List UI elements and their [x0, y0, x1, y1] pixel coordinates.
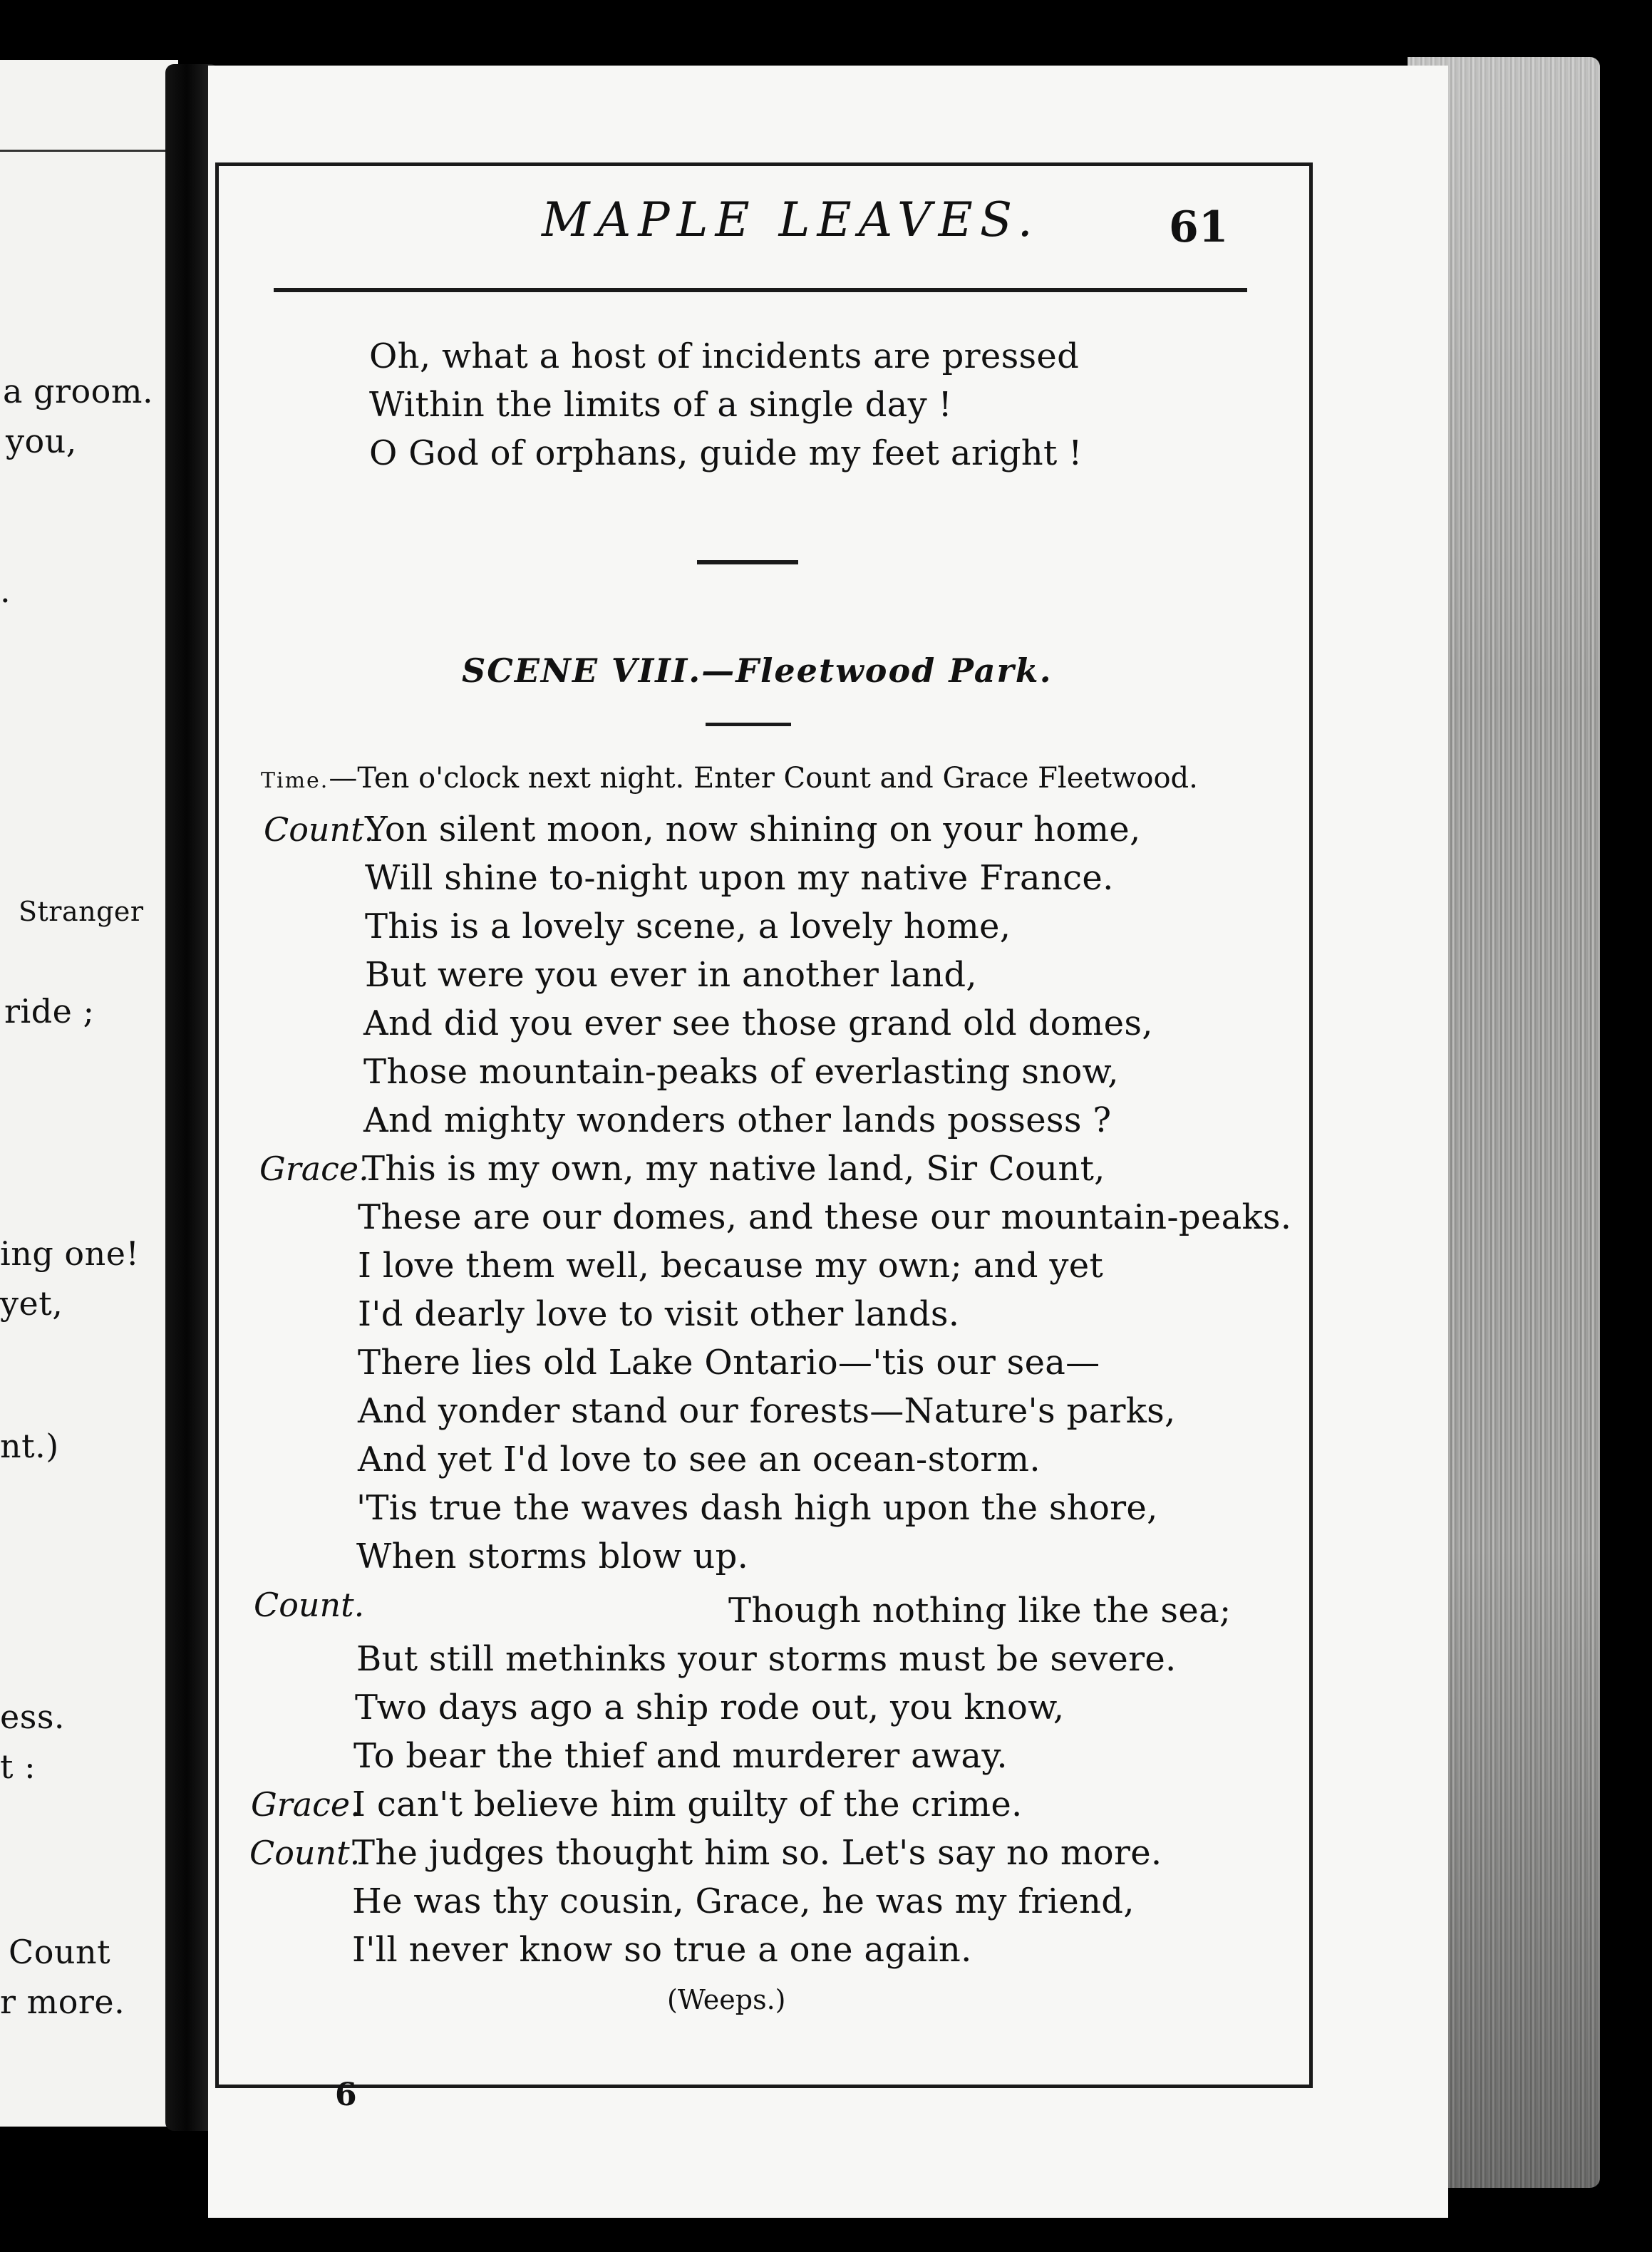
facing-fragment: ride ; [4, 992, 95, 1031]
dialogue-line: Though nothing like the sea; [728, 1591, 1232, 1631]
facing-fragment: r more. [0, 1983, 125, 2021]
dialogue-line: But still methinks your storms must be severe. [356, 1639, 1177, 1679]
dialogue-line: He was thy cousin, Grace, he was my friend, [352, 1881, 1135, 1921]
dialogue-line: Will shine to-night upon my native France. [365, 858, 1114, 898]
facing-fragment: Stranger [19, 896, 144, 927]
exit-direction: (Weeps.) [667, 1984, 786, 2015]
speaker-label: Grace. [251, 1785, 361, 1824]
facing-page-rule [0, 150, 167, 152]
dialogue-line: And did you ever see those grand old domes, [363, 1003, 1153, 1043]
verse-line: O God of orphans, guide my feet aright ! [369, 433, 1083, 473]
dialogue-line: This is a lovely scene, a lovely home, [365, 907, 1011, 946]
facing-page [0, 60, 178, 2127]
speaker-label: Count. [249, 1834, 361, 1872]
dialogue-line: And yet I'd love to see an ocean-storm. [358, 1440, 1041, 1479]
facing-fragment: yet, [0, 1284, 63, 1323]
dialogue-line: This is my own, my native land, Sir Count, [362, 1149, 1105, 1189]
dialogue-line: 'Tis true the waves dash high upon the shore, [356, 1488, 1158, 1528]
dialogue-line: And yonder stand our forests—Nature's parks, [358, 1391, 1176, 1431]
scene-heading [462, 651, 1053, 690]
dialogue-line: Those mountain-peaks of everlasting snow, [363, 1052, 1119, 1092]
dialogue-line: I'll never know so true a one again. [352, 1930, 972, 1970]
scene-place: Fleetwood Park. [735, 651, 1053, 690]
dialogue-line: I'd dearly love to visit other lands. [358, 1294, 960, 1334]
facing-fragment: Count [9, 1933, 111, 1971]
stage-text: —Ten o'clock next night. Enter Count and Grace Fleetwood. [329, 762, 1198, 795]
dialogue-line: I love them well, because my own; and yet [358, 1246, 1104, 1286]
speaker-label: Count. [254, 1586, 365, 1624]
facing-fragment: . [0, 572, 11, 610]
verse-line: Within the limits of a single day ! [369, 385, 953, 425]
speaker-label: Grace. [259, 1150, 369, 1188]
verse-line: Oh, what a host of incidents are pressed [369, 336, 1080, 376]
facing-fragment: you, [6, 422, 77, 460]
speaker-label: Count. [264, 810, 375, 849]
dialogue-line: And mighty wonders other lands possess ? [363, 1100, 1112, 1140]
section-divider [697, 560, 798, 564]
scene-number: SCENE VIII. [462, 651, 702, 690]
stage-label: Time. [261, 768, 329, 793]
facing-fragment: ess. [0, 1698, 66, 1736]
heading-rule [706, 723, 791, 726]
dialogue-line: Two days ago a ship rode out, you know, [355, 1688, 1065, 1727]
dialogue-line: I can't believe him guilty of the crime. [352, 1784, 1023, 1824]
facing-fragment: nt.) [0, 1427, 59, 1465]
running-title: MAPLE LEAVES. [542, 192, 1040, 247]
dialogue-line: But were you ever in another land, [365, 955, 977, 995]
header-rule [274, 288, 1247, 292]
scene-dash: — [701, 651, 736, 690]
facing-fragment: t : [0, 1747, 36, 1786]
dialogue-line: There lies old Lake Ontario—'tis our sea— [358, 1343, 1100, 1383]
dialogue-line: Yon silent moon, now shining on your home, [365, 810, 1141, 849]
page-number: 61 [1169, 202, 1229, 252]
facing-fragment: ing one! [0, 1234, 140, 1273]
signature-mark: 6 [335, 2077, 357, 2113]
dialogue-line: When storms blow up. [356, 1536, 749, 1576]
facing-fragment: a groom. [3, 372, 154, 410]
dialogue-line: The judges thought him so. Let's say no more. [352, 1833, 1162, 1873]
stage-direction [261, 758, 1198, 801]
dialogue-line: These are our domes, and these our mountain-peaks. [358, 1197, 1292, 1237]
dialogue-line: To bear the thief and murderer away. [353, 1736, 1008, 1776]
